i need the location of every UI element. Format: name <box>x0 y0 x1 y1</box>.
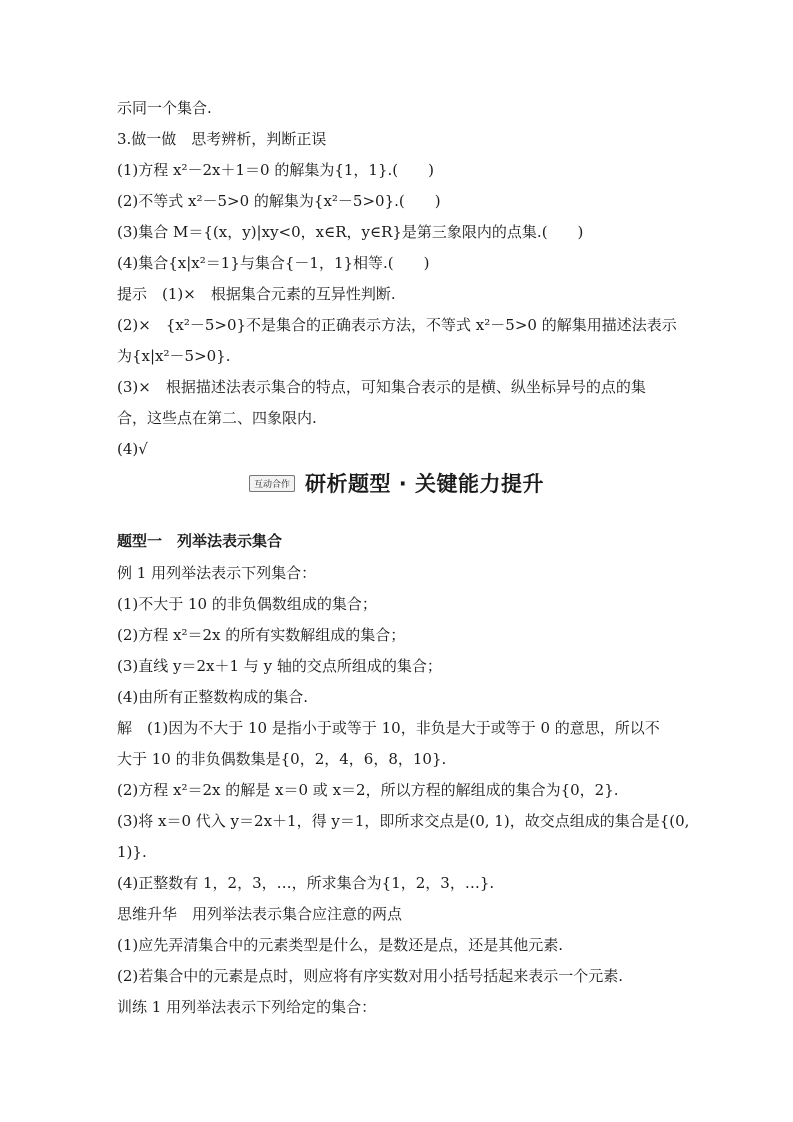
hint-1: 提示 (1)× 根据集合元素的互异性判断. <box>117 285 396 303</box>
summary-point-1: (1)应先弄清集合中的元素类型是什么，是数还是点，还是其他元素. <box>117 936 564 954</box>
training-title: 训练 1 用列举法表示下列给定的集合： <box>117 998 377 1016</box>
example-item-1: (1)不大于 10 的非负偶数组成的集合； <box>117 595 377 613</box>
solution-1-cont: 大于 10 的非负偶数集是{0，2，4，6，8，10}. <box>117 750 447 768</box>
hint-2-cont: 为{x|x²－5>0}. <box>117 347 231 365</box>
topic-heading: 题型一 列举法表示集合 <box>117 532 283 550</box>
summary-point-2: (2)若集合中的元素是点时，则应将有序实数对用小括号括起来表示一个元素. <box>117 967 624 985</box>
solution-2: (2)方程 x²＝2x 的解是 x＝0 或 x＝2，所以方程的解组成的集合为{0，2}. <box>117 781 619 799</box>
section-badge: 互动合作 <box>249 475 295 492</box>
hint-3: (3)× 根据描述法表示集合的特点，可知集合表示的是横、纵坐标异号的点的集 <box>117 378 646 396</box>
exercise-heading: 3.做一做 思考辨析，判断正误 <box>117 130 327 148</box>
section-banner <box>0 468 793 498</box>
hint-2: (2)× {x²－5>0}不是集合的正确表示方法，不等式 x²－5>0 的解集用描述法表示 <box>117 316 677 334</box>
question-1: (1)方程 x²－2x＋1＝0 的解集为{1，1}.( ) <box>117 161 434 179</box>
solution-1: 解 (1)因为不大于 10 是指小于或等于 10，非负是大于或等于 0 的意思，所以不 <box>117 719 660 737</box>
example-item-4: (4)由所有正整数构成的集合. <box>117 688 309 706</box>
hint-4: (4)√ <box>117 440 148 458</box>
solution-3: (3)将 x＝0 代入 y＝2x＋1，得 y＝1，即所求交点是(0, 1)，故交点组成的集合是{(0, <box>117 812 690 830</box>
example-item-3: (3)直线 y＝2x＋1 与 y 轴的交点所组成的集合； <box>117 657 442 675</box>
text-line: 示同一个集合. <box>117 99 212 117</box>
question-3: (3)集合 M＝{(x，y)|xy<0，x∈R，y∈R}是第三象限内的点集.( ) <box>117 223 584 241</box>
section-title: 研析题型 · 关键能力提升 <box>304 472 545 496</box>
example-item-2: (2)方程 x²＝2x 的所有实数解组成的集合； <box>117 626 406 644</box>
summary-heading: 思维升华 用列举法表示集合应注意的两点 <box>117 905 403 923</box>
question-4: (4)集合{x|x²＝1}与集合{－1，1}相等.( ) <box>117 254 430 272</box>
example-title: 例 1 用列举法表示下列集合： <box>117 564 317 582</box>
solution-3-cont: 1)}. <box>117 843 147 861</box>
solution-4: (4)正整数有 1，2，3，…，所求集合为{1，2，3，…}. <box>117 874 495 892</box>
hint-3-cont: 合，这些点在第二、四象限内. <box>117 409 317 427</box>
question-2: (2)不等式 x²－5>0 的解集为{x²－5>0}.( ) <box>117 192 441 210</box>
